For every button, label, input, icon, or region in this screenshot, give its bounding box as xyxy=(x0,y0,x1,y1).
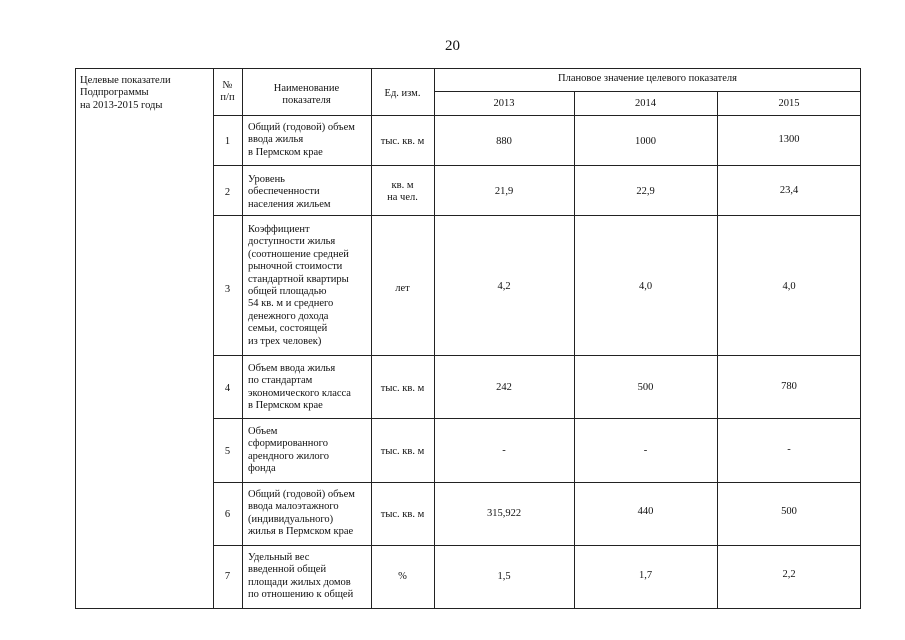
row-2-value-2014: 22,9 xyxy=(636,186,655,197)
row-2-num: 2 xyxy=(224,187,231,198)
row-1-value-2015: 1300 xyxy=(778,134,800,145)
row-5-value-2013: - xyxy=(502,445,506,456)
header-name: Наименование показателя xyxy=(273,83,340,107)
header-plan: Плановое значение целевого показателя xyxy=(558,73,737,84)
row-1-unit: тыс. кв. м xyxy=(380,136,425,147)
row-3-num: 3 xyxy=(224,284,231,295)
row-3-value-2015: 4,0 xyxy=(782,281,796,292)
row-6-value-2014: 440 xyxy=(637,506,654,517)
row-divider-4 xyxy=(213,418,861,419)
row-2-name: Уровень обеспеченности населения жильем xyxy=(248,174,331,210)
table-left-border xyxy=(75,68,76,609)
row-1-value-2014: 1000 xyxy=(635,136,656,147)
row-4-num: 4 xyxy=(224,383,231,394)
row-5-value-2014: - xyxy=(643,445,648,456)
row-4-value-2013: 242 xyxy=(496,382,512,393)
header-year-2014: 2014 xyxy=(635,98,656,109)
row-7-value-2013: 1,5 xyxy=(497,571,511,582)
row-divider-1 xyxy=(213,165,861,166)
header-bottom-line xyxy=(213,115,861,116)
col-divider-num xyxy=(242,68,243,609)
row-divider-5 xyxy=(213,482,861,483)
row-3-unit: лет xyxy=(395,283,410,294)
row-divider-6 xyxy=(213,545,861,546)
row-5-unit: тыс. кв. м xyxy=(380,446,425,457)
col-divider-2014 xyxy=(717,91,718,609)
row-1-value-2013: 880 xyxy=(496,136,512,147)
row-7-value-2014: 1,7 xyxy=(638,570,653,581)
section-label: Целевые показатели Подпрограммы на 2013-2015 годы xyxy=(80,75,171,111)
row-6-num: 6 xyxy=(224,509,231,520)
row-6-name: Общий (годовой) объем ввода малоэтажного (индивидуального) жилья в Пермском крае xyxy=(248,489,355,538)
row-3-value-2014: 4,0 xyxy=(638,281,653,292)
row-4-value-2015: 780 xyxy=(781,381,797,392)
row-5-value-2015: - xyxy=(787,444,791,455)
row-6-unit: тыс. кв. м xyxy=(380,509,425,520)
page-number: 20 xyxy=(445,38,460,54)
table-bottom-border xyxy=(75,608,861,609)
row-3-name: Коэффициент доступности жилья (соотношение средней рыночной стоимости стандартной квартиры общей площадью 54 кв. м и среднего денежного дохода семьи, состоящей из трех человек) xyxy=(248,224,349,347)
row-7-unit: % xyxy=(398,571,407,582)
row-2-unit: кв. м на чел. xyxy=(387,180,418,204)
row-2-value-2015: 23,4 xyxy=(779,185,799,196)
row-7-value-2015: 2,2 xyxy=(782,569,796,580)
header-plan-divider xyxy=(434,91,861,92)
row-1-num: 1 xyxy=(224,136,231,147)
table-right-border xyxy=(860,68,861,609)
table-top-border xyxy=(75,68,861,69)
row-divider-3 xyxy=(213,355,861,356)
row-5-name: Объем сформированного арендного жилого фонда xyxy=(248,426,329,475)
header-unit: Ед. изм. xyxy=(384,88,421,99)
row-3-value-2013: 4,2 xyxy=(497,281,511,292)
row-6-value-2015: 500 xyxy=(781,506,797,517)
row-7-num: 7 xyxy=(224,571,231,582)
row-1-name: Общий (годовой) объем ввода жилья в Пермском крае xyxy=(248,122,355,158)
header-num: № п/п xyxy=(220,80,235,104)
row-6-value-2013: 315,922 xyxy=(486,508,522,519)
header-year-2015: 2015 xyxy=(778,98,800,109)
row-4-unit: тыс. кв. м xyxy=(380,383,425,394)
row-2-value-2013: 21,9 xyxy=(494,186,514,197)
row-5-num: 5 xyxy=(224,446,231,457)
row-4-value-2014: 500 xyxy=(637,382,654,393)
row-7-name: Удельный вес введенной общей площади жилых домов по отношению к общей xyxy=(248,552,354,601)
row-divider-2 xyxy=(213,215,861,216)
header-year-2013: 2013 xyxy=(493,98,515,109)
row-4-name: Объем ввода жилья по стандартам экономического класса в Пермском крае xyxy=(248,363,351,412)
col-divider-unit xyxy=(434,68,435,609)
col-divider-section xyxy=(213,68,214,609)
col-divider-2013 xyxy=(574,91,575,609)
